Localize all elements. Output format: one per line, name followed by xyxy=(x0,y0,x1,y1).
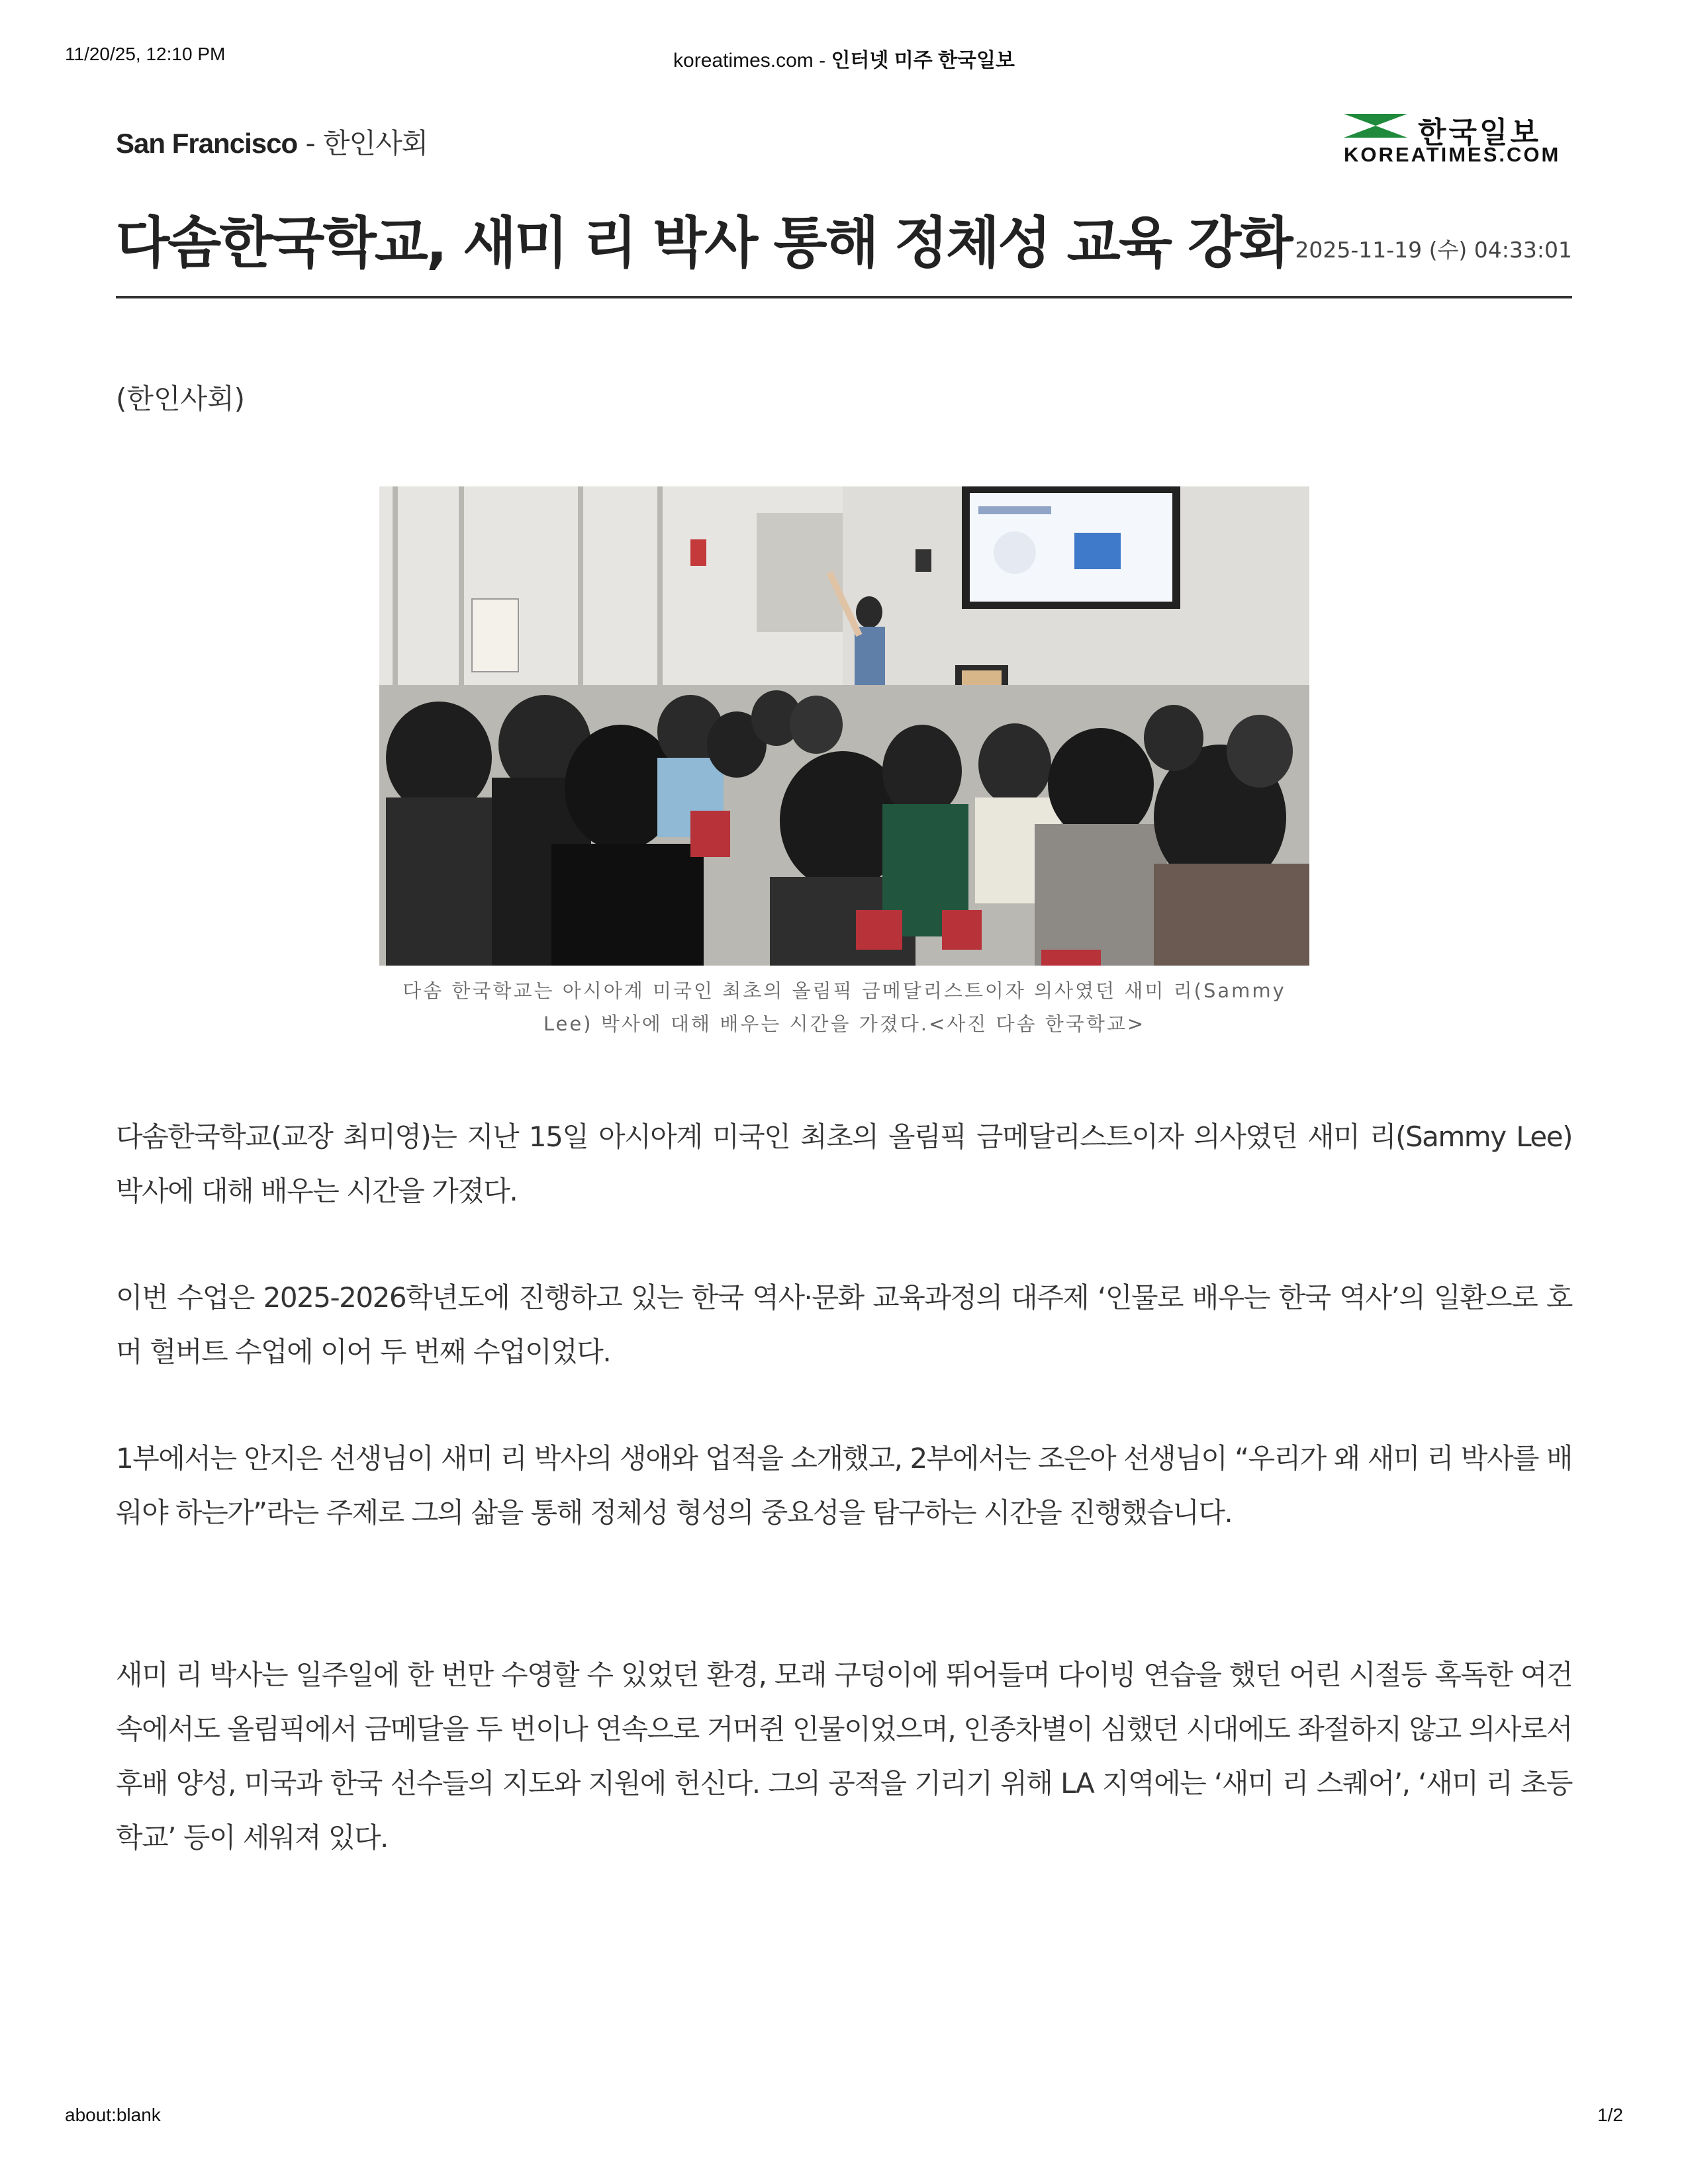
article-headline: 다솜한국학교, 새미 리 박사 통해 정체성 교육 강화 xyxy=(116,210,1291,275)
koreatimes-logo[interactable] xyxy=(1344,114,1575,167)
article-paragraph-2: 이번 수업은 2025-2026학년도에 진행하고 있는 한국 역사·문화 교육과정의 대주제 ‘인물로 배우는 한국 역사’의 일환으로 호머 헐버트 수업에 이어 두 번째 수업이었다. xyxy=(116,1281,1572,1368)
breadcrumb-category[interactable]: 한인사회 xyxy=(322,127,428,159)
article-category-tag: (한인사회) xyxy=(116,383,246,415)
print-page-title xyxy=(0,44,1688,73)
breadcrumb-city[interactable]: San Francisco xyxy=(116,128,298,159)
breadcrumb xyxy=(116,122,428,161)
article-paragraph-4: 새미 리 박사는 일주일에 한 번만 수영할 수 있었던 환경, 모래 구덩이에 뛰어들며 다이빙 연습을 했던 어린 시절등 혹독한 여건 속에서도 올림픽에서 금메달을 두 번이나 연속으로 거머쥔 인물이었으며, 인종차별이 심했던 시대에도 좌절하지 않고 의사로서 후배 양성, 미국과 한국 선수들의 지도와 지원에 헌신다. 그의 공적을 기리기 위해 LA 지역에는 ‘새미 리 스퀘어’, ‘새미 리 초등학교’ 등이 세워져 있다. xyxy=(116,1659,1572,1854)
logo-flag-icon xyxy=(1344,114,1407,138)
headline-divider xyxy=(116,296,1572,298)
article-paragraph-1: 다솜한국학교(교장 최미영)는 지난 15일 아시아계 미국인 최초의 올림픽 금메달리스트이자 의사였던 새미 리(Sammy Lee) 박사에 대해 배우는 시간을 가졌다. xyxy=(116,1120,1572,1207)
print-footer-url: about:blank xyxy=(65,2105,161,2125)
publish-date: 2025-11-19 (수) 04:33:01 xyxy=(1295,237,1572,263)
article-photo xyxy=(379,486,1309,966)
photo-caption: 다솜 한국학교는 아시아계 미국인 최초의 올림픽 금메달리스트이자 의사였던 새미 리(Sammy Lee) 박사에 대해 배우는 시간을 가졌다.<사진 다솜 한국학교> xyxy=(402,979,1286,1035)
print-datetime: 11/20/25, 12:10 PM xyxy=(65,44,226,64)
classroom-photo-illustration xyxy=(379,486,1309,966)
logo-korean-text: 한국일보 xyxy=(1418,116,1542,150)
print-site: koreatimes.com - xyxy=(673,50,831,71)
print-page-number: 1/2 xyxy=(1597,2105,1623,2125)
article-paragraph-3: 1부에서는 안지은 선생님이 새미 리 박사의 생애와 업적을 소개했고, 2부에서는 조은아 선생님이 “우리가 왜 새미 리 박사를 배워야 하는가”라는 주제로 그의 삶을 통해 정체성 형성의 중요성을 탐구하는 시간을 진행했습니다. xyxy=(116,1442,1572,1529)
print-site-title: 인터넷 미주 한국일보 xyxy=(831,50,1015,71)
breadcrumb-separator: - xyxy=(297,127,323,159)
logo-english-text: KOREATIMES.COM xyxy=(1344,143,1561,166)
